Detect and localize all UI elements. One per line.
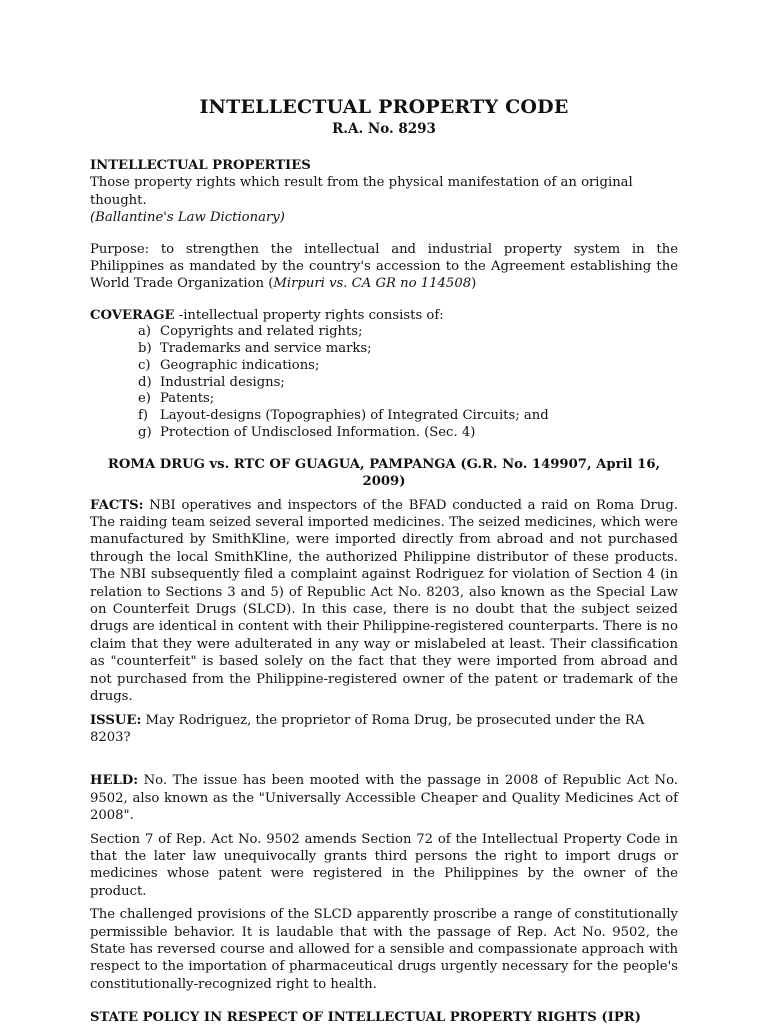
list-item-text: Patents;	[160, 391, 215, 407]
ip-heading: INTELLECTUAL PROPERTIES	[90, 158, 311, 173]
list-item-label: e)	[138, 391, 151, 407]
list-item-text: Copyrights and related rights;	[160, 324, 363, 340]
held-text: No. The issue has been mooted with the passage in 2008 of Republic Act No. 9502, also known as the "Universally Accessible Cheaper and Quality Medicines Act of 2008".	[90, 773, 678, 824]
coverage-label: COVERAGE	[90, 307, 175, 323]
purpose-close: )	[471, 276, 477, 292]
list-item-text: Layout-designs (Topographies) of Integrated Circuits; and	[160, 408, 549, 424]
coverage-text: -intellectual property rights consists of:	[174, 307, 444, 323]
issue-label: ISSUE:	[90, 712, 142, 728]
facts-text: NBI operatives and inspectors of the BFAD conducted a raid on Roma Drug. The raiding team seized several imported medicines. The seized medicines, which were manufactured by SmithKline, were imported directly from abroad and not purchased through the local SmithKline, the authorized Philippine distributor of these products. The NBI subsequently filed a complaint against Rodriguez for violation of Section 4 (in relation to Sections 3 and 5) of Republic Act No. 8203, also known as the Special Law on Counterfeit Drugs (SLCD). In this case, there is no doubt that the subject seized drugs are identical in content with their Philippine-registered counterparts. There is no claim that they were adulterated in any way or mislabeled at least. Their classification as "counterfeit" is based solely on the fact that they were imported from abroad and not purchased from the Philippine-registered owner of the patent or trademark of the drugs.	[90, 497, 678, 705]
list-item-text: Geographic indications;	[160, 357, 320, 373]
issue-text: May Rodriguez, the proprietor of Roma Drug, be prosecuted under the RA 8203?	[90, 712, 645, 745]
coverage-paragraph	[90, 307, 678, 324]
facts-label: FACTS:	[90, 497, 144, 513]
list-item-label: g)	[138, 425, 152, 441]
case-title: ROMA DRUG vs. RTC OF GUAGUA, PAMPANGA (G.R. No. 149907, April 16, 2009)	[107, 456, 661, 490]
list-item	[138, 341, 678, 358]
list-item-label: d)	[138, 374, 152, 390]
list-item	[138, 408, 678, 425]
section7-paragraph: Section 7 of Rep. Act No. 9502 amends Section 72 of the Intellectual Property Code in that the later law unequivocally grants third persons the right to import drugs or medicines whose patent were registered in the Philippines by the owner of the product.	[90, 831, 678, 899]
list-item-label: a)	[138, 324, 152, 340]
held-paragraph	[90, 772, 678, 824]
list-item-label: f)	[138, 408, 149, 424]
ip-definition: Those property rights which result from the physical manifestation of an original thought.	[90, 175, 633, 208]
list-item-text: Protection of Undisclosed Information. (Sec. 4)	[160, 425, 476, 441]
list-item	[138, 375, 678, 392]
issue-paragraph	[90, 712, 678, 747]
list-item-text: Industrial designs;	[160, 374, 285, 390]
list-item-text: Trademarks and service marks;	[160, 341, 372, 357]
list-item	[138, 425, 678, 442]
purpose-citation: Mirpuri vs. CA GR no 114508	[273, 276, 472, 292]
list-item	[138, 324, 678, 341]
policy-heading: STATE POLICY IN RESPECT OF INTELLECTUAL PROPERTY RIGHTS (IPR)	[90, 1010, 641, 1026]
ip-source: (Ballantine's Law Dictionary)	[90, 210, 285, 226]
list-item-label: c)	[138, 357, 151, 373]
held-label: HELD:	[90, 773, 139, 789]
list-item	[138, 358, 678, 375]
coverage-list	[90, 324, 678, 442]
purpose-text: Purpose: to strengthen the intellectual and industrial property system in the Philippines as mandated by the country's accession to the Agreement establishing the World Trade Organization (	[90, 241, 678, 292]
list-item	[138, 391, 678, 408]
ra-number: R.A. No. 8293	[332, 121, 436, 137]
list-item-label: b)	[138, 341, 152, 357]
purpose-paragraph	[90, 241, 678, 293]
challenged-paragraph: The challenged provisions of the SLCD apparently proscribe a range of constitutionally permissible behavior. It is laudable that with the passage of Rep. Act No. 9502, the State has reversed course and allowed for a sensible and compassionate approach with respect to the importation of pharmaceutical drugs urgently necessary for the people's constitutionally-recognized right to health.	[90, 907, 678, 992]
facts-paragraph	[90, 497, 678, 706]
document-title: INTELLECTUAL PROPERTY CODE	[199, 96, 569, 118]
